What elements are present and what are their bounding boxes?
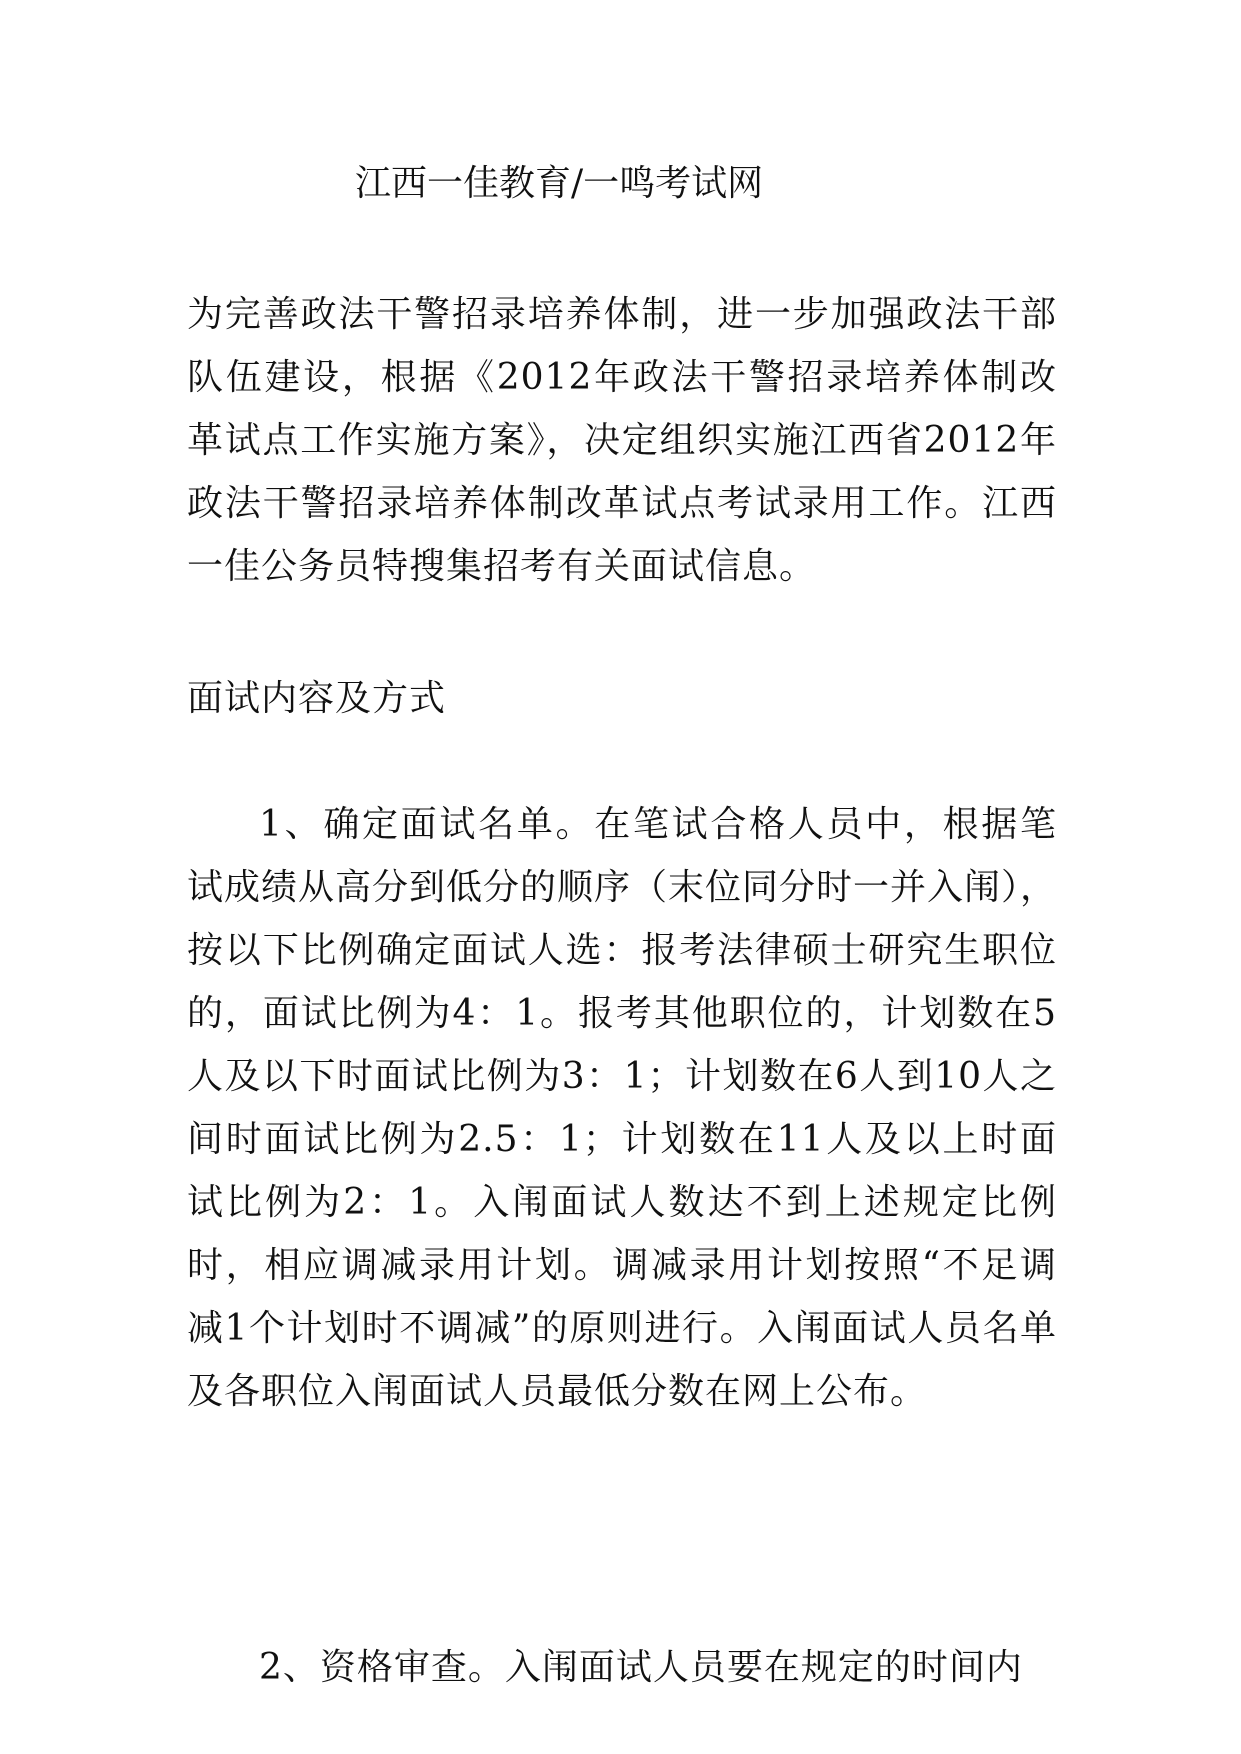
document-title: 江西一佳教育/一鸣考试网: [355, 163, 764, 204]
item-2-paragraph: 2、资格审查。入闱面试人员要在规定的时间内: [259, 1647, 1023, 1688]
section-heading: 面试内容及方式: [187, 678, 447, 719]
item-1-paragraph: 1、确定面试名单。在笔试合格人员中，根据笔试成绩从高分到低分的顺序（末位同分时一并入闱），按以下比例确定面试人选：报考法律硕士研究生职位的，面试比例为4：1。报考其他职位的，计划数在5人及以下时面试比例为3：1；计划数在6人到10人之间时面试比例为2.5：1；计划数在11人及以上时面试比例为2：1。入闱面试人数达不到上述规定比例时，相应调减录用计划。调减录用计划按照“不足调减1个计划时不调减”的原则进行。入闱面试人员名单及各职位入闱面试人员最低分数在网上公布。: [187, 804, 1058, 1412]
intro-paragraph: 为完善政法干警招录培养体制，进一步加强政法干部队伍建设，根据《2012年政法干警招录培养体制改革试点工作实施方案》，决定组织实施江西省2012年政法干警招录培养体制改革试点考试录用工作。江西一佳公务员特搜集招考有关面试信息。: [187, 294, 1057, 587]
